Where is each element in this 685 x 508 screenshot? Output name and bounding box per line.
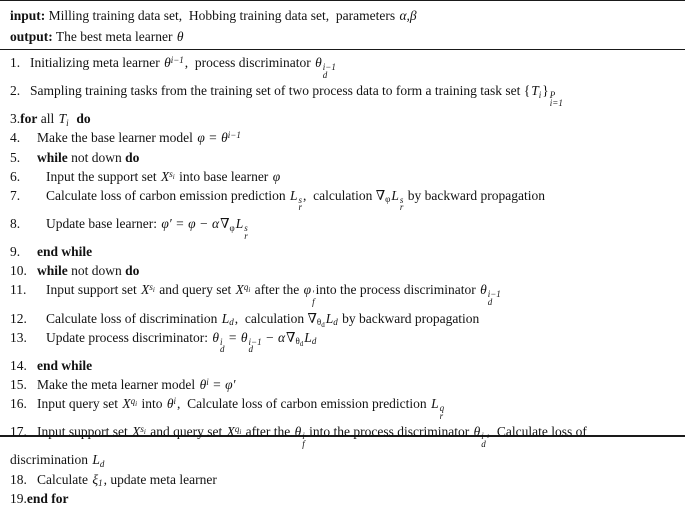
text-segment: = [172, 216, 188, 231]
stacked-supsub [481, 433, 486, 448]
math-segment: $X^{q_i}$ [235, 282, 251, 298]
text-segment: Update base learner: [46, 216, 161, 231]
keyword-segment: for [20, 111, 38, 127]
subscript: d [481, 438, 486, 449]
superscript: si [149, 282, 155, 295]
math-segment: ∇φ [375, 187, 391, 205]
text-segment: Milling training data set, Hobbing training data set, parameters [45, 8, 399, 23]
keyword-segment: end for [26, 490, 69, 506]
step-number: 17. [10, 424, 27, 440]
subscript: s [298, 194, 302, 205]
stacked-supsub [399, 194, 404, 213]
text-segment: discrimination [10, 452, 92, 468]
stacked-supsub [298, 194, 302, 213]
superscript: si [169, 168, 175, 181]
step-number: 14. [10, 357, 27, 373]
algorithm-step-13 [0, 328, 685, 356]
math-segment: L s r [289, 187, 302, 213]
subscript: r [244, 230, 248, 241]
text-segment: − [262, 329, 277, 345]
text-segment: Input support set [37, 424, 132, 440]
subscript: 1 [98, 478, 103, 489]
algorithm-input-line [0, 6, 679, 27]
stacked-supsub [248, 336, 262, 355]
text-segment: by backward propagation [404, 187, 545, 203]
subscript: i [219, 336, 223, 347]
math-segment: φ′ [225, 377, 236, 392]
algorithm-step-6 [0, 167, 685, 186]
subscript: P [549, 90, 556, 101]
text-segment: into [138, 396, 166, 412]
subscript: r [399, 202, 404, 213]
superscript: qi [234, 424, 242, 437]
math-segment: $X^{s_i}$ [141, 282, 155, 298]
text-segment: , calculation [302, 187, 376, 203]
math-segment: $X^{s_i}$ [161, 168, 175, 184]
subscript: s [244, 222, 248, 233]
text-segment: , process discriminator [184, 55, 315, 70]
text-segment: − [196, 216, 211, 231]
math-segment: θ i d [212, 329, 225, 355]
math-segment: φ [197, 130, 205, 146]
step-number: 4. [10, 130, 21, 146]
math-segment: θ i−1 d [240, 329, 262, 355]
algorithm-step-2 [0, 81, 685, 109]
math-segment: $\nabla\theta_d$ [307, 310, 325, 330]
subscript: i−1 [487, 289, 501, 300]
math-segment: α [277, 329, 286, 345]
subscript: f [312, 296, 315, 307]
keyword-segment: while [37, 263, 68, 279]
algorithm-step-16 [0, 394, 685, 422]
subscript: q [439, 403, 445, 414]
subscript: φ [229, 222, 235, 233]
step-number: 5. [10, 149, 21, 165]
text-segment: into the process discriminator [305, 424, 473, 440]
math-segment: $\theta^i$ [199, 376, 209, 392]
text-segment: not down [67, 149, 126, 165]
step-number: 12. [10, 310, 27, 326]
math-segment: $X^{q_i}$ [226, 424, 242, 440]
algorithm-step-9 [0, 242, 685, 261]
math-segment: Ld [325, 310, 338, 328]
subscript: f [302, 438, 305, 449]
algorithm-step-1 [0, 53, 685, 81]
text-segment: and query set [146, 424, 226, 440]
text-segment: , Calculate loss of carbon emission prediction [176, 396, 431, 412]
subscript: d [99, 458, 105, 469]
step-number: 3. [10, 111, 21, 127]
superscript: si [140, 424, 146, 437]
text-segment: Calculate loss of carbon emission prediction [46, 187, 289, 203]
step-number: 18. [10, 471, 27, 487]
superscript: i [173, 396, 176, 407]
step-number: 1. [10, 55, 21, 70]
algorithm-step-7 [0, 186, 685, 214]
text-segment: after the [251, 282, 303, 298]
math-segment: θ [176, 28, 184, 44]
keyword-segment: do [76, 111, 91, 127]
subscript: $\theta_d$ [295, 336, 304, 349]
math-segment: θ i−1 d [315, 55, 336, 80]
math-segment: φ [272, 168, 281, 184]
algorithm-step-8 [0, 214, 685, 242]
subscript: i [302, 431, 305, 442]
subscript: d [219, 344, 225, 355]
text-segment: , update meta learner [103, 471, 217, 487]
superscript: qi [243, 282, 251, 295]
subscript: r [298, 202, 302, 213]
subscript: r [439, 410, 444, 421]
algorithm-step-15 [0, 375, 685, 394]
subscript: ′ [312, 289, 315, 300]
algorithm-output-line [0, 27, 679, 48]
algorithm-step-12 [0, 309, 685, 328]
text-segment: Input the support set [46, 168, 160, 184]
keyword-segment: while [37, 149, 68, 165]
keyword-segment: do [125, 263, 140, 279]
subscript: φ [385, 194, 391, 205]
math-segment: Ld [304, 329, 317, 347]
math-segment: φ [188, 216, 196, 231]
step-number: 9. [10, 244, 21, 260]
subscript: $\theta_d$ [316, 317, 325, 330]
text-segment: = [209, 377, 225, 392]
subscript: d [248, 344, 253, 355]
step-number: 2. [10, 83, 21, 99]
math-segment: $\nabla\theta_d$ [286, 329, 304, 349]
step-number: 8. [10, 216, 21, 231]
algorithm-step-10 [0, 261, 685, 280]
subscript: i [66, 117, 69, 128]
stacked-supsub [550, 92, 563, 107]
algorithm-step-18 [0, 470, 685, 489]
stacked-supsub [488, 291, 501, 306]
math-segment: L q r [431, 396, 445, 421]
text-segment: , calculation [234, 310, 308, 326]
text-segment: Input support set [46, 282, 141, 298]
step-number: 19. [10, 490, 27, 506]
superscript: i−1 [227, 130, 241, 141]
algorithm-step-3 [0, 109, 685, 128]
text-segment: Make the base learner model [37, 130, 197, 146]
algorithm-step-11 [0, 280, 685, 308]
step-number: 16. [10, 396, 27, 412]
text-segment: Update process discriminator: [46, 329, 212, 345]
step-number: 13. [10, 329, 27, 345]
algorithm-step-19 [0, 489, 685, 508]
step-number: 7. [10, 187, 21, 203]
math-segment: ξ1 [92, 471, 103, 489]
math-segment: θ i f [294, 424, 305, 449]
text-segment: Calculate [37, 471, 92, 487]
text-segment: into the process discriminator [315, 282, 480, 298]
stacked-supsub [219, 336, 225, 355]
subscript: d [487, 296, 493, 307]
algorithm-step-17 [0, 422, 685, 450]
text-segment: after the [242, 424, 294, 440]
subscript: i−1 [248, 336, 262, 347]
superscript: i−1 [170, 54, 184, 65]
step-number: 6. [10, 168, 21, 184]
keyword-segment: end while [37, 244, 93, 260]
algorithm-header [0, 1, 685, 49]
subscript: s [399, 194, 404, 205]
stacked-supsub [440, 405, 445, 420]
text-segment: Make the meta learner model [37, 377, 199, 392]
text-segment: = [225, 329, 240, 345]
text-segment: all [37, 111, 58, 127]
algorithm-step-14 [0, 356, 685, 375]
subscript: d [333, 317, 338, 328]
keyword-segment: input: [10, 8, 46, 23]
stacked-supsub [302, 433, 305, 448]
subscript: i [481, 431, 484, 442]
math-segment: α,β [399, 8, 417, 23]
text-segment: not down [67, 263, 126, 279]
keyword-segment: end while [37, 357, 93, 373]
math-segment: θ i−1 d [480, 282, 501, 307]
math-segment: L s r [391, 187, 404, 213]
superscript: i [206, 376, 209, 387]
math-segment: θ i d [473, 424, 486, 449]
text-segment: Calculate loss of discrimination [46, 310, 221, 326]
math-segment: Ti [58, 111, 69, 128]
math-segment: φ ′ f [303, 282, 315, 307]
math-segment: φ′ [161, 216, 172, 231]
step-number: 15. [10, 377, 27, 392]
text-segment: Initializing meta learner [30, 55, 164, 70]
math-segment: L s r [235, 216, 248, 241]
algorithm-step-5 [0, 148, 685, 167]
subscript: i [538, 89, 542, 100]
step-number: 10. [10, 263, 27, 279]
algorithm-steps [0, 49, 685, 508]
keyword-segment: output: [10, 28, 53, 44]
math-segment: $\theta^{i-1}$ [221, 130, 241, 146]
algorithm-step-4 [0, 128, 685, 147]
superscript: qi [130, 396, 138, 409]
math-segment: Ld [221, 310, 234, 328]
step-number: 11. [10, 282, 27, 298]
subscript: d [311, 336, 317, 347]
keyword-segment: do [125, 149, 140, 165]
text-segment: Input query set [37, 396, 122, 412]
math-segment: Ld [92, 452, 105, 469]
subscript: i=1 [549, 97, 563, 108]
text-segment: = [205, 130, 221, 146]
text-segment: , Calculate loss of [486, 424, 587, 440]
text-segment: { [523, 83, 531, 99]
text-segment: and query set [155, 282, 235, 298]
text-segment: Sampling training tasks from the training set of two process data to form a training task set [30, 83, 524, 99]
subscript: d [229, 317, 234, 328]
text-segment: by backward propagation [338, 310, 480, 326]
math-segment: $\theta^i$ [166, 396, 176, 412]
text-segment: into base learner [175, 168, 272, 184]
math-segment: $X^{q_i}$ [122, 396, 138, 412]
math-segment: $\theta^{i-1}$ [164, 54, 184, 70]
math-segment: } P i=1 [542, 83, 563, 108]
subscript: d [322, 69, 328, 80]
text-segment: The best meta learner [52, 28, 176, 44]
stacked-supsub [312, 291, 315, 306]
math-segment: ∇φ [220, 216, 235, 233]
algorithm-step-continuation [0, 450, 685, 469]
stacked-supsub [244, 222, 248, 241]
math-segment: $X^{s_i}$ [132, 424, 146, 440]
math-segment: Ti [531, 83, 542, 100]
math-segment: α [211, 216, 220, 231]
subscript: i−1 [322, 61, 336, 72]
